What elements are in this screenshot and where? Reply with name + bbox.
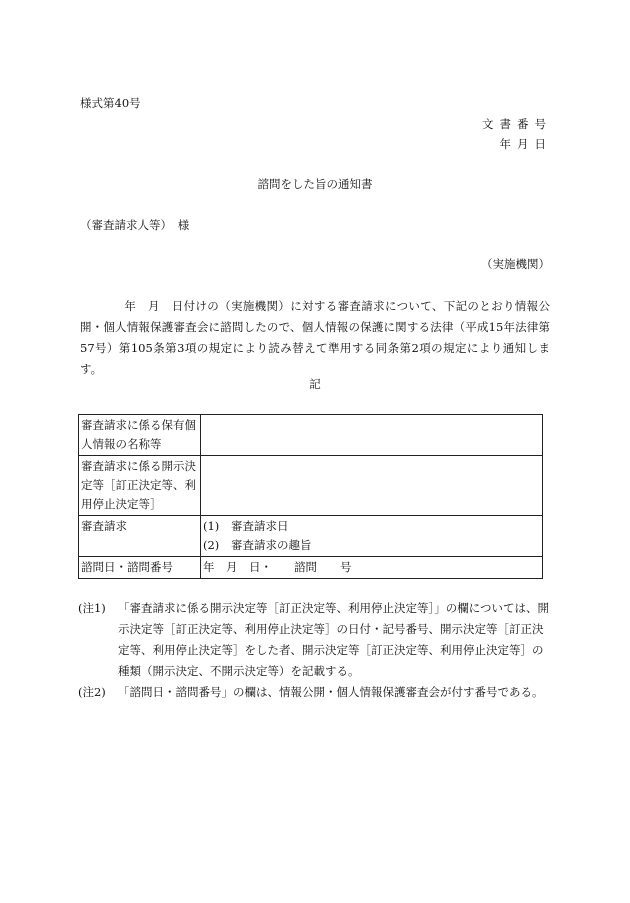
issuing-agency: （実施機関）	[481, 257, 550, 271]
row-value-consultation	[201, 557, 543, 579]
note-label: (注1)	[78, 601, 106, 615]
document-number: 文書番号	[482, 117, 552, 131]
note-label: (注2)	[78, 685, 106, 699]
table-row	[79, 415, 543, 456]
consultation-date: 年 月 日・	[203, 560, 272, 574]
note-2	[78, 682, 553, 703]
table-row	[79, 516, 543, 557]
row-value-personal-info	[201, 415, 543, 456]
consultation-number: 諮問 号	[294, 560, 352, 574]
note-1	[78, 598, 553, 682]
body-text: （実施機関）に対する審査請求について、下記のとおり情報公開・個人情報保護審査会に諮問したので、個人情報の保護に関する法律（平成15年法律第57号）第105条第3項の規定により読み替えて準用する同条第2項の規定により通知します。	[80, 299, 551, 376]
addressee: （審査請求人等） 様	[80, 218, 190, 232]
note-text: 「審査請求に係る開示決定等［訂正決定等、利用停止決定等］」の欄については、開示決定等［訂正決定等、利用停止決定等］の日付・記号番号、開示決定等［訂正決定等、利用停止決定等］をした者、開示決定等［訂正決定等、利用停止決定等］の種類（開示決定、不開示決定等）を記載する。	[118, 601, 550, 678]
row-value-disclosure-decision	[201, 456, 543, 516]
form-number: 様式第40号	[80, 96, 141, 110]
row-label-personal-info: 審査請求に係る保有個人情報の名称等	[79, 415, 201, 456]
request-item-purpose: (2) 審査請求の趣旨	[203, 538, 312, 552]
table-row	[79, 456, 543, 516]
row-label-disclosure-decision: 審査請求に係る開示決定等［訂正決定等、利用停止決定等］	[79, 456, 201, 516]
row-label-request: 審査請求	[79, 516, 201, 557]
request-item-date: (1) 審査請求日	[203, 519, 289, 533]
note-text: 「諮問日・諮問番号」の欄は、情報公開・個人情報保護審査会が付す番号である。	[118, 685, 544, 699]
record-table	[78, 414, 543, 579]
row-value-request	[201, 516, 543, 557]
ki-heading: 記	[309, 377, 321, 391]
table-row	[79, 557, 543, 579]
document-date: 年月日	[499, 137, 552, 151]
notes	[78, 598, 553, 703]
row-label-consultation: 諮問日・諮問番号	[79, 557, 201, 579]
body-paragraph	[80, 296, 550, 380]
body-date-part: 年 月 日付けの	[124, 299, 220, 313]
page-title: 諮問をした旨の通知書	[257, 177, 373, 191]
